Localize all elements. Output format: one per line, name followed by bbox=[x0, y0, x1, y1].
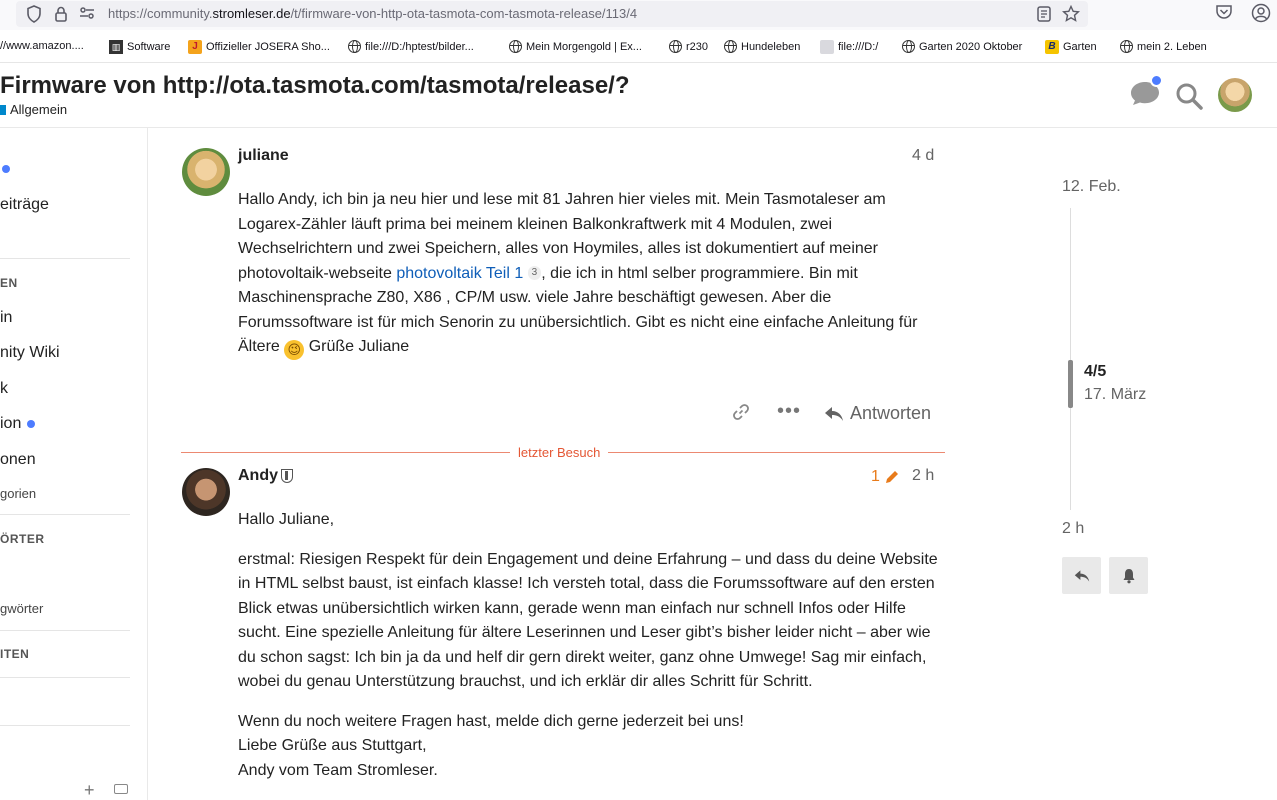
pencil-icon bbox=[884, 469, 900, 485]
header-divider bbox=[0, 127, 1277, 128]
category-label: Allgemein bbox=[10, 102, 68, 117]
bookmark-item[interactable]: B Garten bbox=[1045, 40, 1097, 54]
avatar[interactable] bbox=[182, 468, 230, 516]
post-text: , die ich in html selber programmiere. Bin mit Maschinensprache Z80, X86 , CP/M usw. viele Jahre beschäftigt gewesen. Aber die Forumssoftware ist für mich Senorin zu unübersichtlich. Gibt es nicht eine einfache Anleitung für Ältere bbox=[238, 264, 918, 355]
building-icon: ▥ bbox=[109, 40, 123, 54]
edit-count: 1 bbox=[871, 468, 880, 485]
topic-title[interactable]: Firmware von http://ota.tasmota.com/tasmota/release/? bbox=[0, 72, 630, 99]
file-icon bbox=[820, 40, 834, 54]
post-date[interactable]: 4 d bbox=[912, 147, 935, 164]
timeline-reply-button[interactable] bbox=[1062, 557, 1101, 594]
permissions-icon[interactable] bbox=[78, 5, 96, 23]
post-line: Andy vom Team Stromleser. bbox=[238, 761, 438, 779]
globe-icon bbox=[669, 40, 682, 53]
winking-emoji-icon: 😉 bbox=[284, 340, 304, 360]
post-username[interactable]: juliane bbox=[238, 147, 289, 164]
link-click-count: 3 bbox=[528, 266, 542, 280]
sidebar-item-categories[interactable]: gorien bbox=[0, 486, 37, 501]
chat-notification-dot bbox=[1150, 74, 1163, 87]
b-logo-icon: B bbox=[1045, 40, 1059, 54]
browser-toolbar bbox=[0, 0, 1277, 30]
reply-button[interactable] bbox=[824, 403, 931, 424]
bookmark-item[interactable]: ▥ Software bbox=[109, 40, 170, 54]
toolbar-divider bbox=[0, 62, 1277, 63]
account-icon[interactable] bbox=[1250, 3, 1272, 25]
category-badge[interactable] bbox=[0, 102, 67, 117]
bookmark-item[interactable]: file:///D:/ bbox=[820, 40, 878, 54]
sidebar-item-link[interactable] bbox=[0, 415, 35, 433]
globe-icon bbox=[509, 40, 522, 53]
post-paragraph: Hallo Juliane, bbox=[238, 511, 335, 528]
post-username-label: Andy bbox=[238, 467, 278, 484]
reply-icon bbox=[1074, 569, 1090, 583]
reader-view-icon[interactable] bbox=[1035, 5, 1053, 23]
sidebar-section-header[interactable]: ÖRTER bbox=[0, 532, 45, 546]
sidebar-divider bbox=[0, 630, 130, 631]
post-body bbox=[238, 508, 938, 798]
post-paragraph: erstmal: Riesigen Respekt für dein Engagement und deine Erfahrung – und dass du deine Website in HTML selbst baust, ist einfach klasse! Ich versteh total, dass die Forumssoftware auf den ersten Blick etwas unübersichtlich wirken kann, gerade wenn man einfach nur schnell Infos oder Hilfe sucht. Eine spezielle Anleitung für ältere Leserinnen und Leser gibt’s bisher leider nicht – aber wie du schon sagst: Ich bin ja da und helf dir gern direkt weiter, ganz ohne Umwege! Sag mir einfach, wobei du genau Unterstützung brauchst, und ich erklär dir alles Schritt für Schritt. bbox=[238, 550, 938, 690]
timeline-track[interactable] bbox=[1070, 208, 1071, 510]
plus-icon[interactable]: + bbox=[84, 780, 95, 800]
post-paragraph bbox=[238, 710, 938, 784]
timeline-handle[interactable] bbox=[1068, 360, 1073, 408]
moderator-shield-icon bbox=[281, 469, 293, 483]
bookmark-star-icon[interactable] bbox=[1062, 5, 1080, 23]
share-link-icon[interactable] bbox=[731, 402, 751, 427]
search-icon[interactable] bbox=[1175, 82, 1203, 110]
sidebar-item-tags[interactable]: gwörter bbox=[0, 601, 44, 616]
bookmark-item[interactable]: Hundeleben bbox=[724, 40, 800, 53]
sidebar-item-link[interactable]: k bbox=[0, 380, 8, 397]
timeline-start-date[interactable]: 12. Feb. bbox=[1062, 178, 1121, 195]
keyboard-icon[interactable] bbox=[114, 784, 128, 794]
lock-icon[interactable] bbox=[52, 5, 70, 23]
url-text[interactable]: https://community.stromleser.de/t/firmware-von-http-ota-tasmota-com-tasmota-release/113/4 bbox=[108, 6, 638, 21]
shield-icon[interactable] bbox=[25, 5, 43, 23]
bookmark-item[interactable]: Garten 2020 Oktober bbox=[902, 40, 1022, 53]
last-visit-label: letzter Besuch bbox=[510, 445, 608, 460]
globe-icon bbox=[348, 40, 361, 53]
sidebar-item-link[interactable]: in bbox=[0, 309, 13, 326]
avatar[interactable] bbox=[182, 148, 230, 196]
timeline-position-date: 17. März bbox=[1084, 386, 1147, 403]
user-avatar[interactable] bbox=[1218, 78, 1252, 112]
post-date[interactable]: 2 h bbox=[912, 467, 935, 484]
bookmark-item[interactable]: Mein Morgengold | Ex... bbox=[509, 40, 642, 53]
sidebar-divider bbox=[0, 725, 130, 726]
edit-history-button[interactable] bbox=[871, 468, 900, 486]
post-text: Grüße Juliane bbox=[304, 338, 410, 355]
address-bar[interactable] bbox=[16, 1, 1088, 27]
post-text: Hallo Andy, ich bin ja neu hier und lese mit 81 Jahren hier vieles mit. Mein Tasmotaleser am Logarex-Zähler läuft prima bei meinem kleinen Balkonkraftwerk mit 4 Modulen, zwei Wechselrichtern und zwei Speichern, alles von Hoymiles, alles ist dokumentiert auf meiner photovoltaik-webseite bbox=[238, 191, 886, 282]
sidebar-section-header[interactable]: EN bbox=[0, 276, 18, 290]
bookmark-item[interactable]: //www.amazon.... bbox=[0, 40, 84, 52]
unread-dot bbox=[2, 165, 10, 173]
sidebar-item-link[interactable]: onen bbox=[0, 451, 36, 468]
bookmark-item[interactable]: r230 bbox=[669, 40, 708, 53]
notifications-button[interactable] bbox=[1109, 557, 1148, 594]
sidebar-divider bbox=[0, 514, 130, 515]
category-color-square bbox=[0, 105, 6, 115]
sidebar-divider bbox=[0, 258, 130, 259]
sidebar-item-beitraege[interactable]: eiträge bbox=[0, 196, 49, 213]
bookmark-item[interactable]: J Offizieller JOSERA Sho... bbox=[188, 40, 330, 54]
sidebar-section-header[interactable]: ITEN bbox=[0, 647, 30, 661]
timeline-position: 4/5 bbox=[1084, 363, 1107, 380]
post-line: Liebe Grüße aus Stuttgart, bbox=[238, 737, 427, 754]
sidebar bbox=[0, 128, 148, 800]
bell-icon bbox=[1121, 568, 1137, 584]
reply-icon bbox=[824, 406, 844, 422]
post-link[interactable]: photovoltaik Teil 1 bbox=[396, 264, 524, 282]
globe-icon bbox=[1120, 40, 1133, 53]
unread-dot bbox=[27, 420, 35, 428]
bookmark-item[interactable]: mein 2. Leben bbox=[1120, 40, 1207, 53]
reply-label: Antworten bbox=[850, 403, 932, 423]
pocket-icon[interactable] bbox=[1213, 3, 1235, 25]
timeline-end-date[interactable]: 2 h bbox=[1062, 520, 1085, 537]
josera-logo-icon: J bbox=[188, 40, 202, 54]
post-line: Wenn du noch weitere Fragen hast, melde dich gerne jederzeit bei uns! bbox=[238, 712, 744, 730]
post-body bbox=[238, 188, 938, 360]
bookmark-item[interactable]: file:///D:/hptest/bilder... bbox=[348, 40, 474, 53]
globe-icon bbox=[902, 40, 915, 53]
post-username[interactable] bbox=[238, 467, 293, 485]
sidebar-item-label: ion bbox=[0, 415, 22, 432]
sidebar-divider bbox=[0, 677, 130, 678]
globe-icon bbox=[724, 40, 737, 53]
sidebar-item-community-wiki[interactable]: nity Wiki bbox=[0, 344, 60, 361]
more-actions-icon[interactable]: ••• bbox=[777, 400, 802, 422]
bookmarks-toolbar bbox=[0, 36, 1277, 60]
